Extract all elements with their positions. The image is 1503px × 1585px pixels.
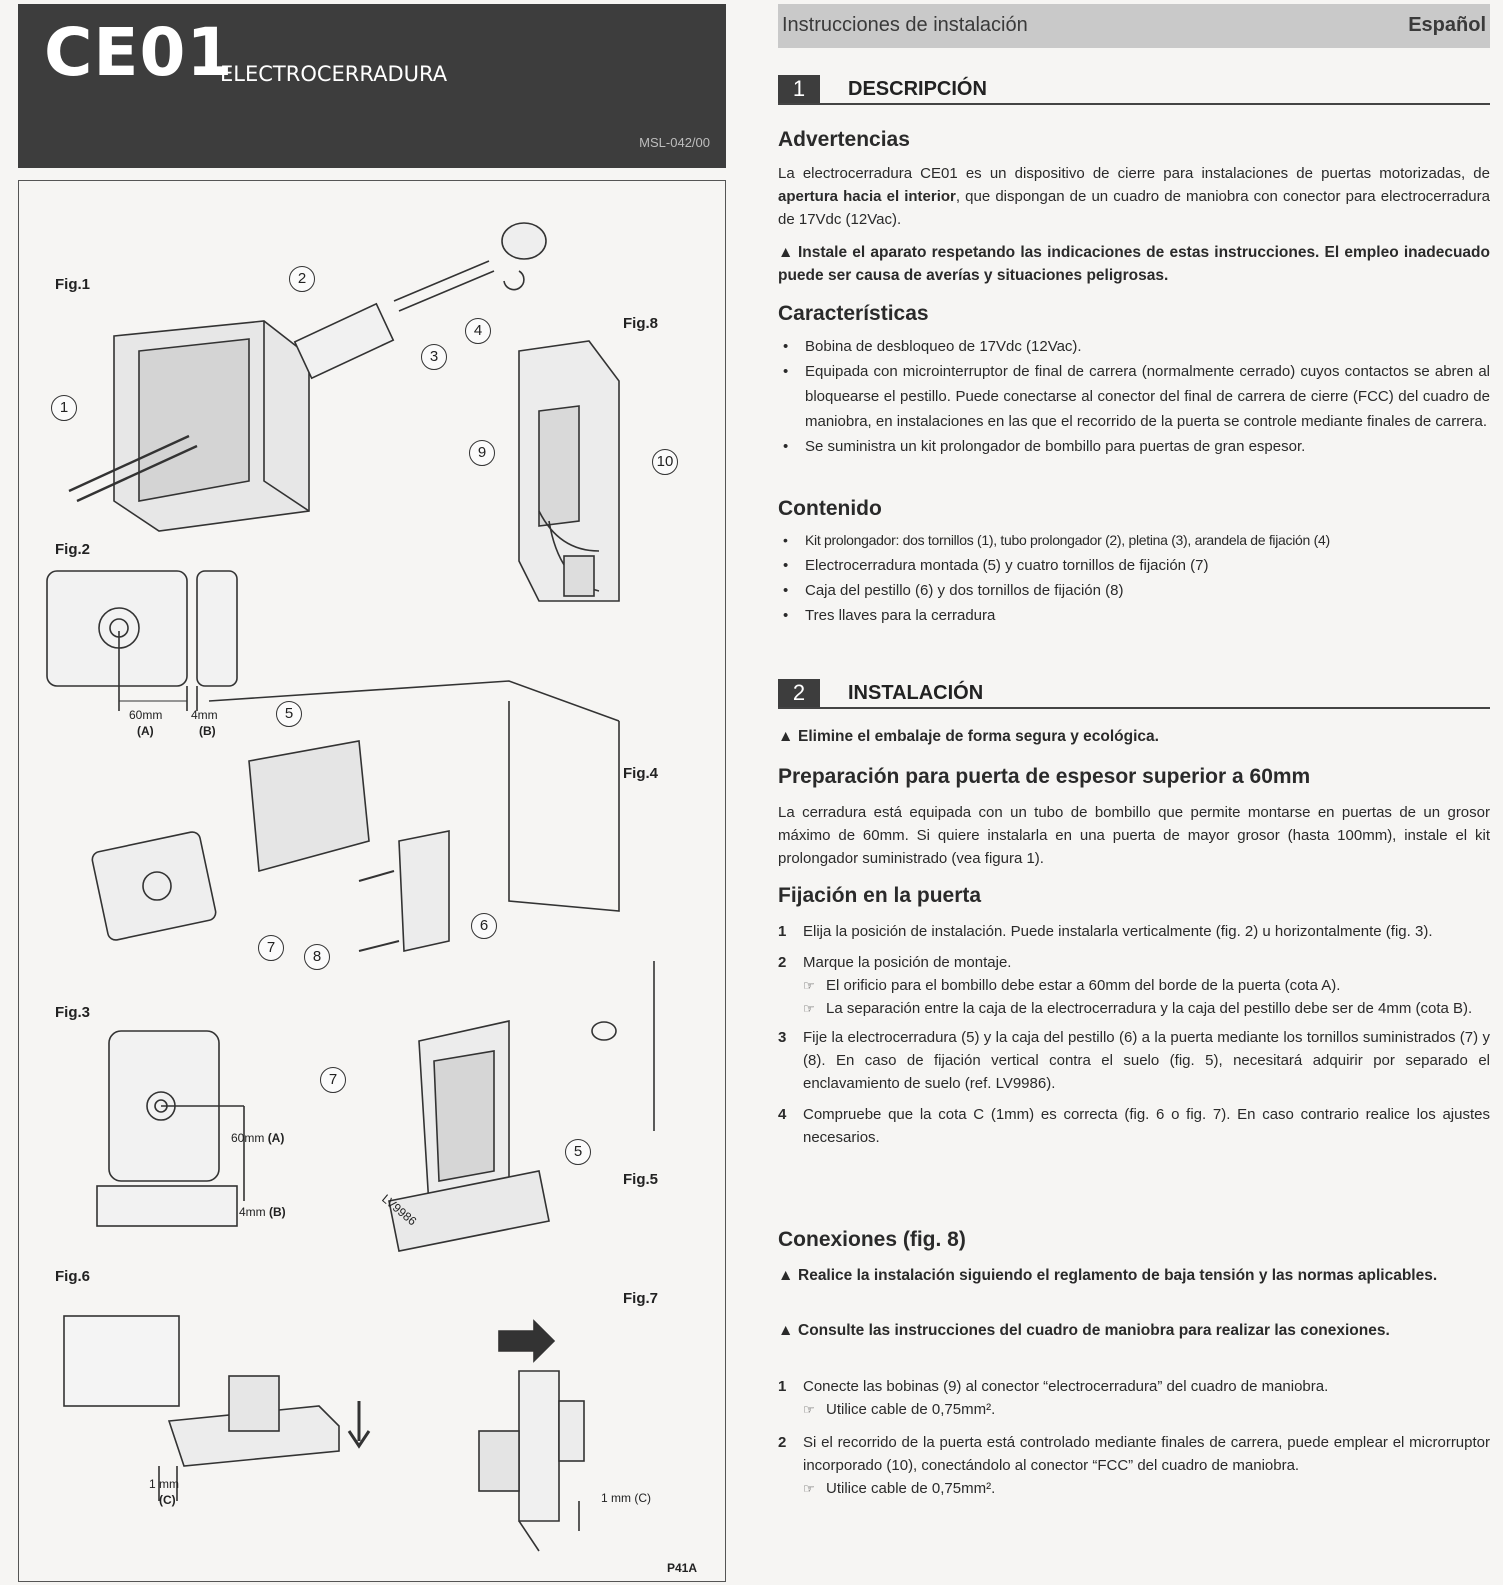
advertencias-warning: ▲ Instale el aparato respetando las indicaciones de estas instrucciones. El empleo inadecuado puede ser causa de averías y situaciones peligrosas.	[778, 241, 1490, 287]
callout-6: 6	[471, 913, 497, 939]
list-item: • Kit prolongador: dos tornillos (1), tubo prolongador (2), pletina (3), arandela de fijación (4)	[778, 528, 1490, 553]
list-item: • Bobina de desbloqueo de 17Vdc (12Vac).	[778, 334, 1490, 359]
caracteristicas-heading: Características	[778, 302, 929, 325]
conexiones-heading: Conexiones (fig. 8)	[778, 1228, 966, 1251]
callout-3: 3	[421, 344, 447, 370]
section-2-title: INSTALACIÓN	[848, 682, 984, 704]
list-item: • Caja del pestillo (6) y dos tornillos de fijación (8)	[778, 578, 1490, 603]
step-4: 4 Compruebe que la cota C (1mm) es correcta (fig. 6 o fig. 7). En caso contrario realice los ajustes necesarios.	[778, 1106, 1490, 1146]
fig3-drawing	[97, 1031, 244, 1226]
section-2-header	[778, 679, 1490, 709]
step-2: 2 Si el recorrido de la puerta está controlado mediante finales de carrera, puede emplear el microrruptor incorporado (10), conectándolo al conector “FCC” del cuadro de maniobra. ☞ Utilice cable de 0,75mm².	[778, 1431, 1490, 1500]
warning-icon: ▲	[778, 1267, 794, 1284]
fijacion-steps	[778, 920, 1490, 1149]
fijacion-heading: Fijación en la puerta	[778, 884, 982, 907]
document-code: MSL-042/00	[639, 135, 710, 150]
fig2-drawing	[47, 571, 237, 711]
fig7-label: Fig.7	[623, 1290, 659, 1307]
callout-1: 1	[51, 395, 77, 421]
document-title: Instrucciones de instalación	[782, 14, 1028, 36]
language-label: Español	[1408, 14, 1486, 36]
fig4-drawing	[91, 681, 619, 951]
advertencias-heading: Advertencias	[778, 128, 910, 151]
callout-5b: 5	[565, 1139, 591, 1165]
conexiones-warning-1: ▲ Realice la instalación siguiendo el reglamento de baja tensión y las normas aplicables.	[778, 1264, 1490, 1287]
contenido-heading: Contenido	[778, 497, 882, 520]
packaging-warning: ▲ Elimine el embalaje de forma segura y ecológica.	[778, 725, 1490, 748]
note: ☞ Utilice cable de 0,75mm².	[803, 1398, 1490, 1421]
pointing-hand-icon: ☞	[803, 1001, 815, 1016]
section-1-number: 1	[778, 75, 820, 103]
lv9986-label: LV9986	[379, 1191, 420, 1229]
dim-b: 4mm	[191, 708, 218, 722]
note: ☞ El orificio para el bombillo debe estar a 60mm del borde de la puerta (cota A).	[803, 974, 1490, 997]
technical-drawings	[19, 181, 724, 1580]
step-3: 3 Fije la electrocerradura (5) y la caja del pestillo (6) a la puerta mediante los tornillos suministrados (7) y (8). En caso de fijación vertical contra el suelo (fig. 5), necesitará adquirir por separado el enclavamiento de suelo (ref. LV9986).	[778, 1029, 1490, 1092]
fig7-drawing	[479, 1321, 584, 1551]
conexiones-warning-2: ▲ Consulte las instrucciones del cuadro de maniobra para realizar las conexiones.	[778, 1319, 1490, 1342]
fig6-drawing	[64, 1316, 369, 1501]
pointing-hand-icon: ☞	[803, 1402, 815, 1417]
dim-b-tag: (B)	[199, 724, 216, 738]
note: ☞ La separación entre la caja de la electrocerradura y la caja del pestillo debe ser de 4mm (cota B).	[803, 997, 1490, 1020]
dim-a-tag: (A)	[137, 724, 154, 738]
callout-2: 2	[289, 266, 315, 292]
header-band	[18, 4, 726, 168]
fig6-dim-c: 1 mm	[149, 1477, 179, 1491]
dim-a: 60mm	[129, 708, 163, 722]
preparacion-heading: Preparación para puerta de espesor superior a 60mm	[778, 765, 1311, 788]
fig8-label: Fig.8	[623, 315, 659, 332]
callout-7b: 7	[320, 1067, 346, 1093]
figures-panel	[18, 180, 726, 1582]
callout-5: 5	[276, 701, 302, 727]
section-1-title: DESCRIPCIÓN	[848, 78, 987, 100]
page-code: P41A	[667, 1561, 698, 1575]
product-logo: CE01	[44, 14, 234, 91]
fig6-dim-c-tag: (C)	[159, 1493, 176, 1507]
fig3-dim-a: 60mm (A)	[231, 1131, 285, 1145]
callout-10: 10	[652, 449, 678, 475]
callout-9: 9	[469, 440, 495, 466]
list-item: • Tres llaves para la cerradura	[778, 603, 1490, 628]
fig7-dim-c: 1 mm (C)	[601, 1491, 651, 1505]
fig2-label: Fig.2	[55, 541, 91, 558]
callout-7: 7	[258, 935, 284, 961]
top-bar	[778, 4, 1490, 48]
callout-4: 4	[465, 318, 491, 344]
warning-icon: ▲	[778, 1322, 794, 1339]
note: ☞ Utilice cable de 0,75mm².	[803, 1477, 1490, 1500]
list-item: • Se suministra un kit prolongador de bombillo para puertas de gran espesor.	[778, 434, 1490, 459]
fig5-label: Fig.5	[623, 1171, 659, 1188]
warning-icon: ▲	[778, 244, 794, 261]
product-name: ELECTROCERRADURA	[220, 62, 448, 86]
preparacion-text: La cerradura está equipada con un tubo de bombillo que permite montarse en puertas de un grosor máximo de 60mm. Si quiere instalarla en una puerta de mayor grosor (hasta 100mm), instale el kit prolongador suministrado (vea figura 1).	[778, 804, 1490, 867]
fig6-label: Fig.6	[55, 1268, 91, 1285]
fig1-label: Fig.1	[55, 276, 91, 293]
advertencias-text: La electrocerradura CE01 es un dispositivo de cierre para instalaciones de puertas motorizadas, de apertura hacia el interior, que dispongan de un cuadro de maniobra con conector para electrocerradura de 17Vdc (12Vac).	[778, 165, 1490, 228]
fig3-label: Fig.3	[55, 1004, 91, 1021]
list-item: • Equipada con microinterruptor de final de carrera (normalmente cerrado) cuyos contactos se abren al bloquearse el pestillo. Puede conectarse al conector del final de carrera de cierre (FCC) del cuadro de maniobra, en instalaciones en las que el recorrido de la puerta se controle mediante finales de carrera.	[778, 359, 1490, 434]
step-1: 1 Conecte las bobinas (9) al conector “electrocerradura” del cuadro de maniobra. ☞ Utilice cable de 0,75mm².	[778, 1375, 1490, 1421]
callout-8: 8	[304, 944, 330, 970]
warning-icon: ▲	[778, 728, 794, 745]
fig3-dim-b: 4mm (B)	[239, 1205, 286, 1219]
contenido-list	[778, 528, 1490, 628]
fig4-label: Fig.4	[623, 765, 659, 782]
list-item: • Electrocerradura montada (5) y cuatro tornillos de fijación (7)	[778, 553, 1490, 578]
conexiones-steps	[778, 1375, 1490, 1500]
section-2-number: 2	[778, 679, 820, 707]
step-2: 2 Marque la posición de montaje. ☞ El orificio para el bombillo debe estar a 60mm del borde de la puerta (cota A). ☞ La separación entre la caja de la electrocerradura y la caja del pestillo debe ser de 4mm (cota B).	[778, 951, 1490, 1020]
caracteristicas-list	[778, 334, 1490, 459]
pointing-hand-icon: ☞	[803, 978, 815, 993]
step-1: 1 Elija la posición de instalación. Puede instalarla verticalmente (fig. 2) u horizontalmente (fig. 3).	[778, 923, 1433, 940]
fig8-drawing	[519, 341, 619, 601]
pointing-hand-icon: ☞	[803, 1481, 815, 1496]
fig5-drawing	[389, 961, 654, 1251]
section-1-header	[778, 75, 1490, 105]
